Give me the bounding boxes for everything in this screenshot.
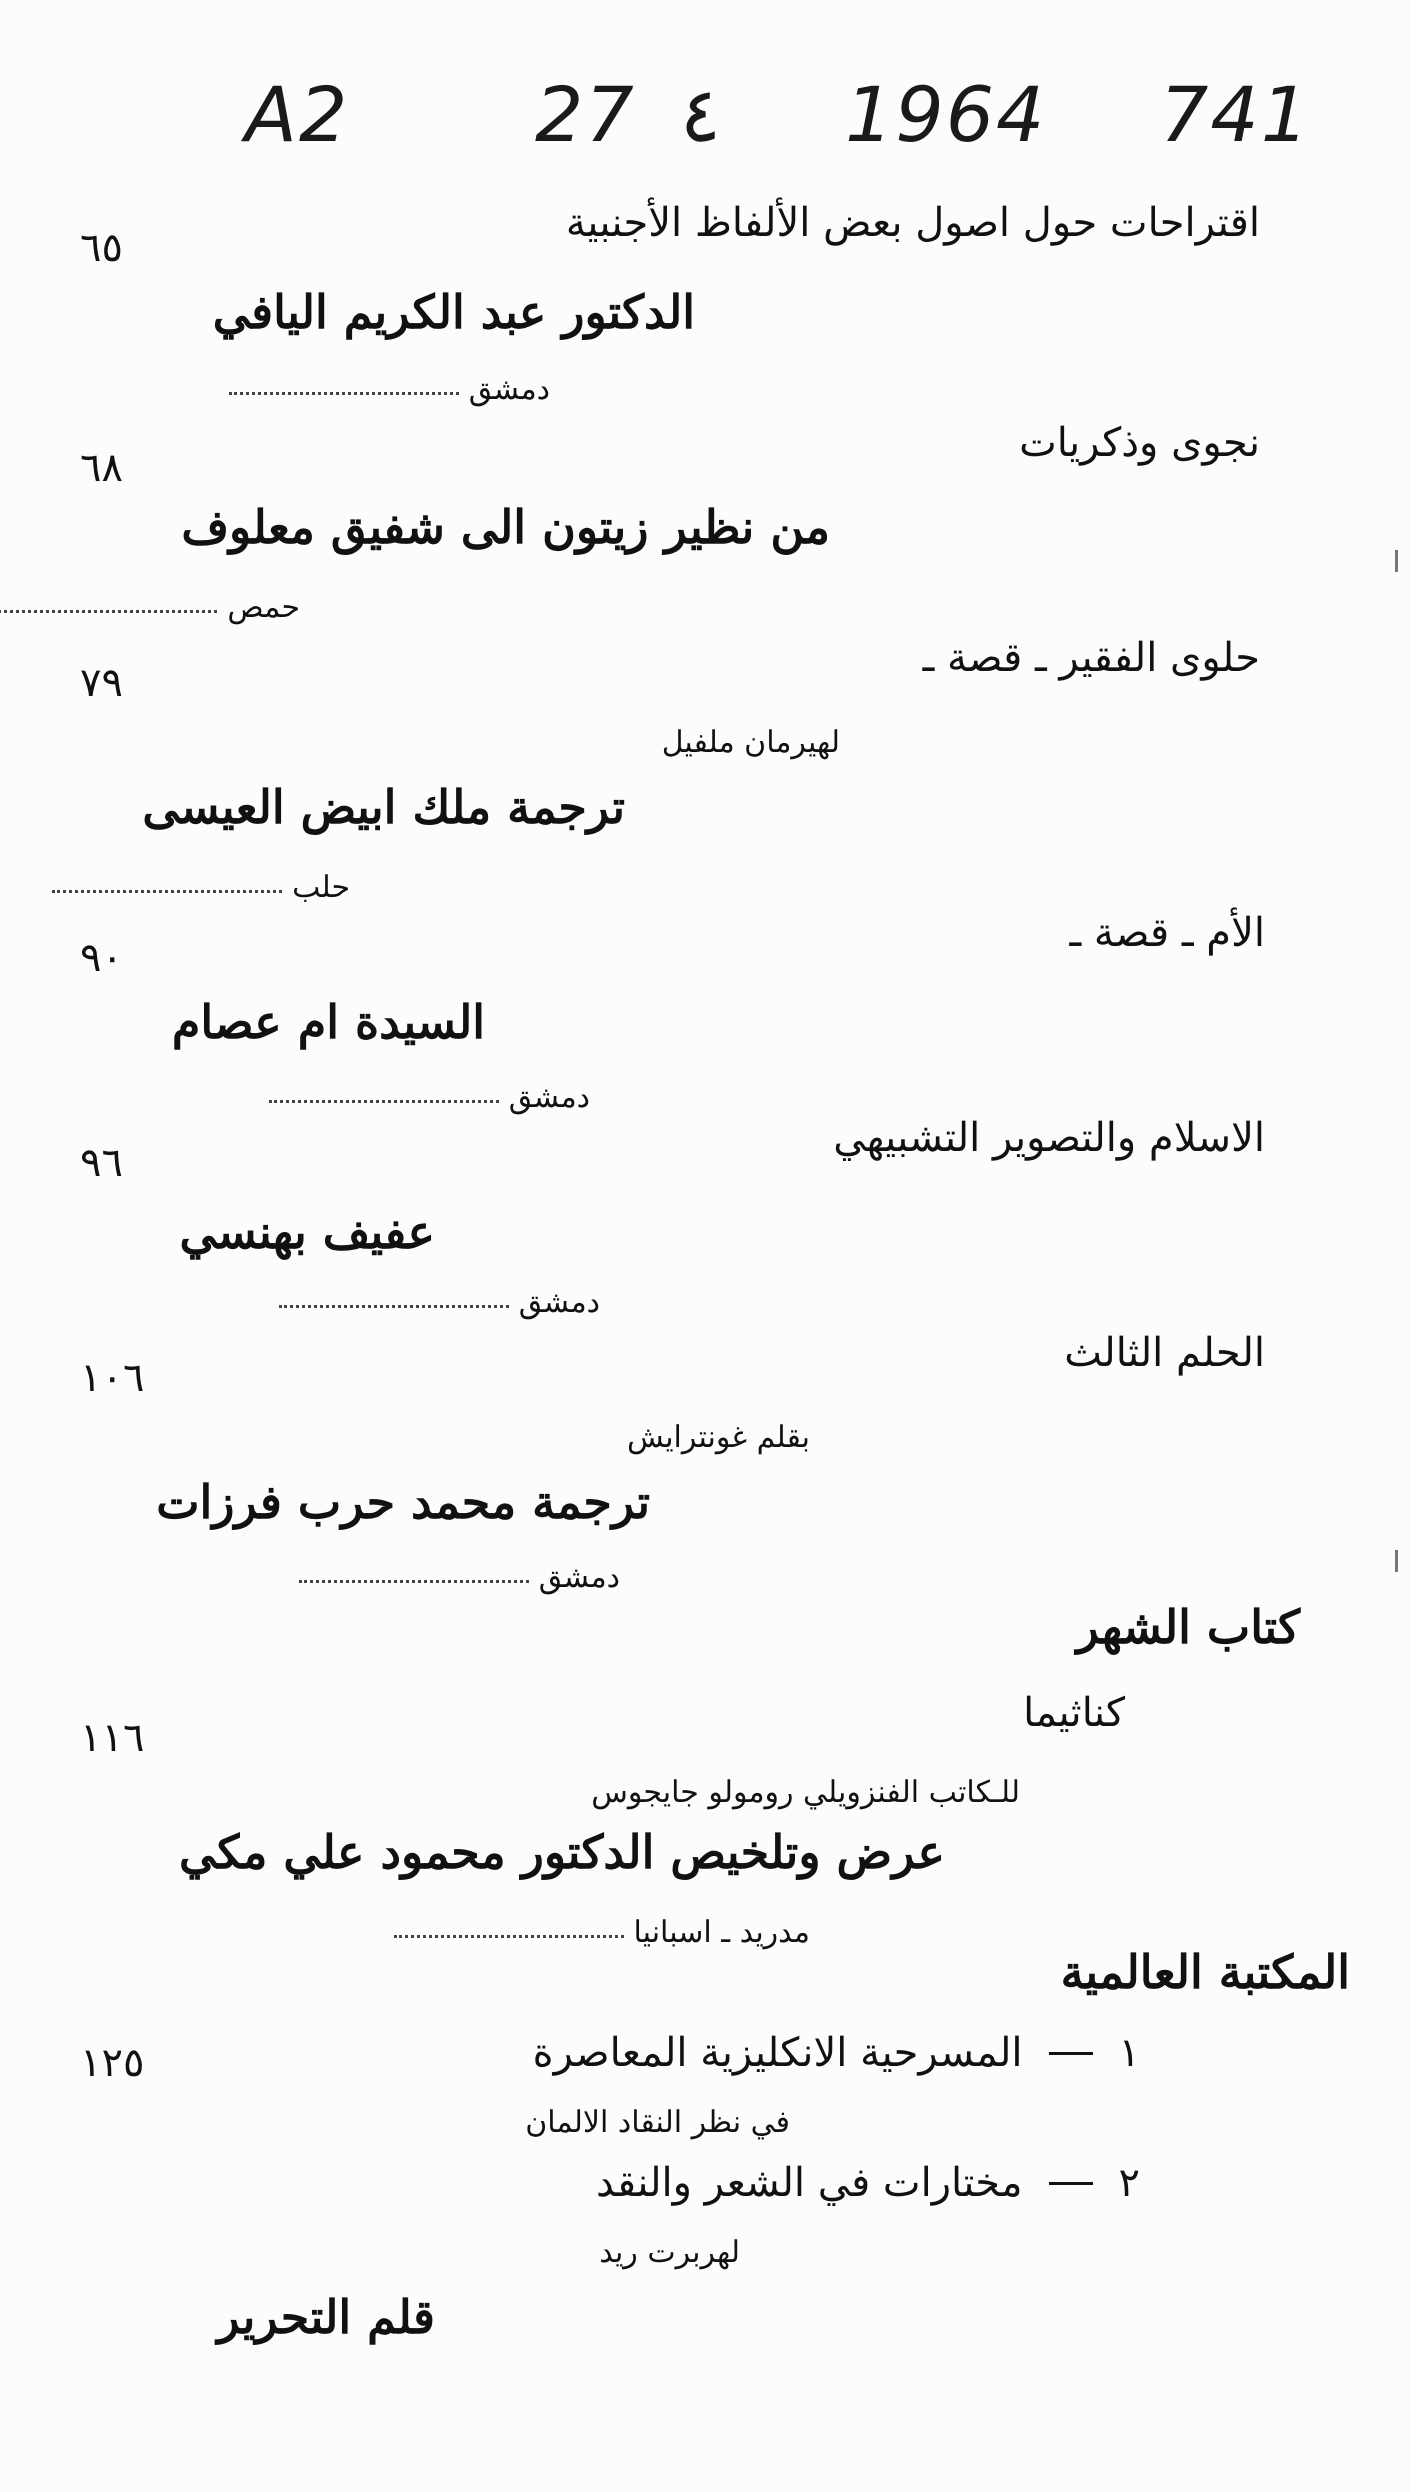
entry-author: عرض وتلخيص الدكتور محمود علي مكي xyxy=(179,1825,945,1879)
entry-by: لهيرمان ملفيل xyxy=(661,725,840,760)
entry-place xyxy=(394,1915,810,1950)
entry-by: للـكاتب الفنزويلي رومولو جايجوس xyxy=(591,1775,1020,1810)
dotted-leader xyxy=(229,392,459,395)
dotted-leader xyxy=(299,1580,529,1583)
dotted-leader xyxy=(0,610,217,613)
entry-title: الحلم الثالث xyxy=(1064,1330,1265,1376)
entry-place xyxy=(52,870,350,905)
entry-author: السيدة ام عصام xyxy=(171,995,485,1049)
library-item-2 xyxy=(596,2160,1140,2206)
entry-title: الاسلام والتصوير التشبيهي xyxy=(833,1115,1265,1161)
entry-title: كناثيما xyxy=(1023,1690,1125,1736)
scan-mark xyxy=(1395,550,1398,572)
item-title: مختارات في الشعر والنقد xyxy=(596,2160,1023,2206)
entry-title: نجوى وذكريات xyxy=(1019,420,1260,466)
entry-page: ٦٨ xyxy=(80,445,123,491)
entry-place xyxy=(0,590,300,625)
place-label: دمشق xyxy=(538,1560,620,1595)
stamp-code: A2 xyxy=(245,70,350,159)
item-number: ١ xyxy=(1118,2030,1140,2076)
entry-place xyxy=(299,1560,620,1595)
entry-author: الدكتور عبد الكريم اليافي xyxy=(212,285,695,339)
place-label: حلب xyxy=(292,870,350,905)
entry-author: عفيف بهنسي xyxy=(179,1205,435,1259)
section-heading-world-library: المكتبة العالمية xyxy=(1060,1945,1350,1999)
entry-author: ترجمة محمد حرب فرزات xyxy=(156,1475,650,1529)
dotted-leader xyxy=(52,890,282,893)
item-number: ٢ xyxy=(1118,2160,1140,2206)
dotted-leader xyxy=(394,1935,624,1938)
entry-page: ١٢٥ xyxy=(80,2040,145,2086)
entry-author: ترجمة ملك ابيض العيسى xyxy=(142,780,625,834)
entry-place xyxy=(269,1080,590,1115)
place-label: مدريد ـ اسبانيا xyxy=(633,1915,810,1950)
entry-place xyxy=(229,372,550,407)
entry-title: الأم ـ قصة ـ xyxy=(1069,910,1265,956)
entry-author: قلم التحرير xyxy=(217,2290,435,2344)
entry-page: ٦٥ xyxy=(80,225,123,271)
entry-title: حلوى الفقير ـ قصة ـ xyxy=(922,635,1260,681)
section-heading-book-of-month: كتاب الشهر xyxy=(1076,1600,1300,1654)
place-label: حمص xyxy=(227,590,300,625)
stamp-number: 741 xyxy=(1160,70,1312,159)
place-label: دمشق xyxy=(468,372,550,407)
entry-by: بقلم غونترايش xyxy=(626,1420,810,1455)
stamp-year: 1964 xyxy=(845,70,1047,159)
entry-page: ٧٩ xyxy=(80,660,123,706)
place-label: دمشق xyxy=(518,1285,600,1320)
entry-title: اقتراحات حول اصول بعض الألفاظ الأجنبية xyxy=(565,200,1260,246)
item-dash xyxy=(1049,2052,1093,2055)
entry-page: ١٠٦ xyxy=(80,1355,145,1401)
entry-page: ٩٦ xyxy=(80,1140,123,1186)
entry-author: من نظير زيتون الى شفيق معلوف xyxy=(181,500,830,554)
item-title: المسرحية الانكليزية المعاصرة xyxy=(532,2030,1023,2076)
stamp-month: ٤ xyxy=(680,70,721,159)
item-subtitle: في نظر النقاد الالمان xyxy=(525,2105,790,2140)
scan-mark xyxy=(1395,1550,1398,1572)
dotted-leader xyxy=(269,1100,499,1103)
library-item-1 xyxy=(533,2030,1140,2076)
entry-page: ٩٠ xyxy=(80,935,123,981)
place-label: دمشق xyxy=(508,1080,590,1115)
item-subtitle: لهربرت ريد xyxy=(599,2235,740,2270)
entry-place xyxy=(279,1285,600,1320)
item-dash xyxy=(1049,2182,1093,2185)
dotted-leader xyxy=(279,1305,509,1308)
stamp-day: 27 xyxy=(535,70,636,159)
entry-page: ١١٦ xyxy=(80,1715,145,1761)
